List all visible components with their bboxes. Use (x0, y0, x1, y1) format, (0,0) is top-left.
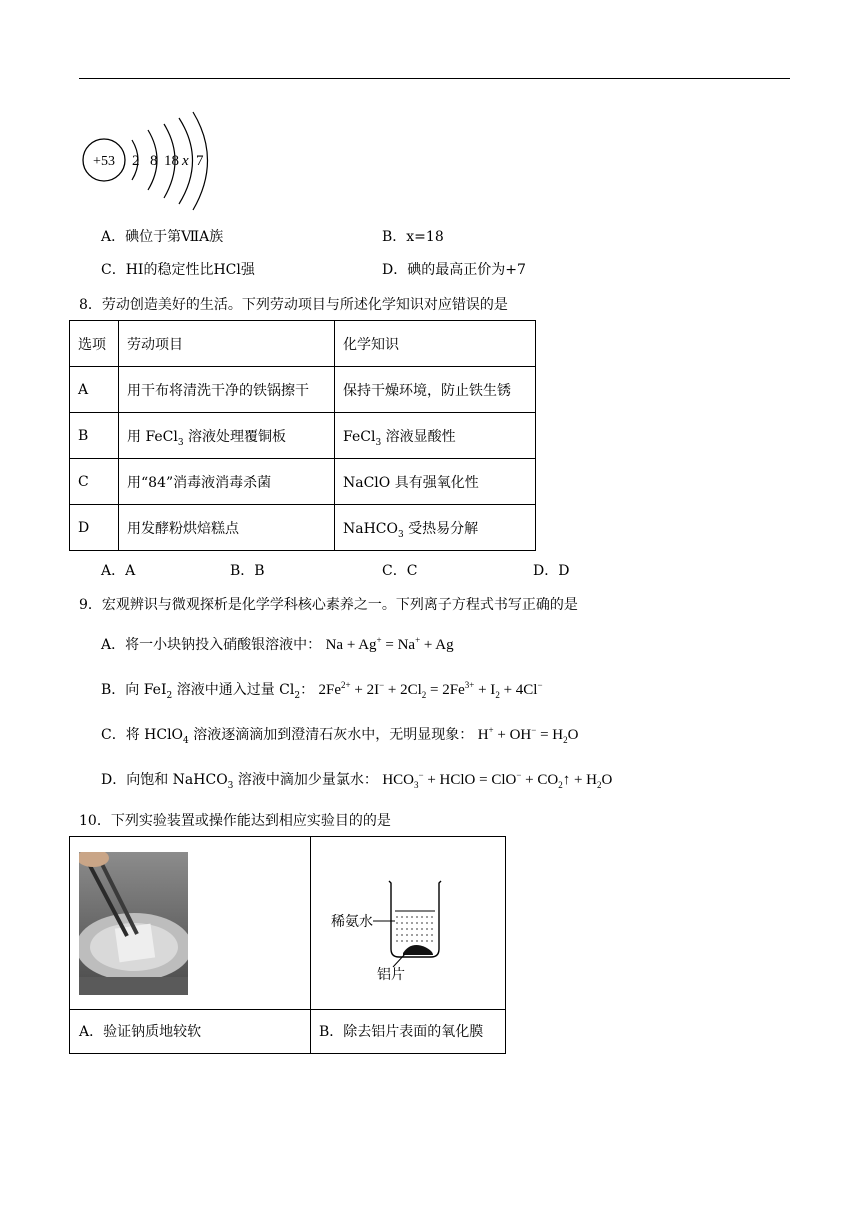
table-header-row (70, 321, 536, 367)
table-cell-option: A (70, 367, 119, 413)
shell-2-count: 8 (150, 153, 158, 169)
table-cell-item: 用 FeCl$_3$ 溶液处理覆铜板 (119, 413, 335, 459)
q9-stem: 9．宏观辨识与微观探析是化学学科核心素养之一。下列离子方程式书写正确的是 (79, 597, 578, 613)
equation-d: $HCO_3^-$ + HClO = $ClO^- + CO_2↑ + H_2O$ (382, 770, 613, 790)
table-cell-knowledge: NaHCO$_3$ 受热易分解 (335, 505, 536, 551)
q8-choice-c[interactable]: C．C (382, 563, 418, 579)
q10-caption-b[interactable]: B．除去铝片表面的氧化膜 (319, 1024, 484, 1040)
equation-b: $2Fe^{2+} + 2I^- + 2Cl_2 = 2Fe^{3+} + I_2 + 4Cl^-$ (318, 680, 543, 700)
table-cell-option: C (70, 459, 119, 505)
table-header-cell: 选项 (70, 321, 119, 367)
table-cell-item: 用“84”消毒液消毒杀菌 (119, 459, 335, 505)
shell-3-count: 18 (164, 153, 179, 169)
header-rule (79, 78, 790, 79)
table-cell-item: 用干布将清洗干净的铁锅擦干 (119, 367, 335, 413)
q8-choice-d[interactable]: D．D (533, 563, 570, 579)
shell-4-count: x (182, 153, 189, 169)
iodine-atom-structure-diagram (78, 108, 218, 212)
table-header-cell: 劳动项目 (119, 321, 335, 367)
equation-c: $H^+ + OH^- = H_2O$ (477, 725, 579, 745)
nucleus-charge: +53 (93, 154, 115, 169)
q10-caption-a[interactable]: A．验证钠质地较软 (79, 1024, 202, 1040)
table-row (70, 367, 536, 413)
q7-option-d[interactable]: D．碘的最高正价为+7 (382, 262, 526, 278)
shell-5-count: 7 (196, 153, 204, 169)
table-row (70, 459, 536, 505)
table-cell-option: D (70, 505, 119, 551)
q9-option-b[interactable]: B．向 FeI$_2$ 溶液中通入过量 $Cl_2$： $2Fe^{2+} + 2I^- + 2Cl_2 = 2Fe^{3+} + I_2 + 4Cl^-$ (101, 680, 543, 701)
equation-a: Na + Ag+ = Na+ + Ag (325, 635, 454, 653)
column-divider (310, 837, 311, 1053)
table-cell-item: 用发酵粉烘焙糕点 (119, 505, 335, 551)
table-row (70, 505, 536, 551)
beaker-diagram (319, 867, 479, 982)
table-row (70, 413, 536, 459)
q8-choice-a[interactable]: A．A (101, 563, 136, 579)
q7-option-a[interactable]: A．碘位于第ⅦA族 (101, 229, 224, 245)
ammonia-label: 稀氨水 (331, 914, 373, 930)
q10-stem: 10．下列实验装置或操作能达到相应实验目的的是 (79, 813, 391, 829)
sodium-cutting-photo (79, 852, 188, 995)
q10-table (69, 836, 506, 1054)
table-header-cell: 化学知识 (335, 321, 536, 367)
table-cell-knowledge: NaClO 具有强氧化性 (335, 459, 536, 505)
table-cell-knowledge: FeCl$_3$ 溶液显酸性 (335, 413, 536, 459)
q7-option-b[interactable]: B．x=18 (382, 229, 444, 245)
shell-1-count: 2 (132, 153, 140, 169)
q7-option-c[interactable]: C．HI的稳定性比HCl强 (101, 262, 255, 278)
row-divider (70, 1009, 505, 1010)
q9-option-c[interactable]: C．将 HClO$_4$ 溶液逐滴滴加到澄清石灰水中，无明显现象： $H^+ + OH^- = H_2O$ (101, 725, 579, 746)
table-cell-knowledge: 保持干燥环境，防止铁生锈 (335, 367, 536, 413)
q8-stem: 8．劳动创造美好的生活。下列劳动项目与所述化学知识对应错误的是 (79, 297, 508, 313)
q9-option-d[interactable]: D．向饱和 NaHCO$_3$ 溶液中滴加少量氯水： $HCO_3^-$ + HClO = $ClO^- + CO_2↑ + H_2O$ (101, 770, 613, 791)
q8-choice-b[interactable]: B．B (230, 563, 265, 579)
table-cell-option: B (70, 413, 119, 459)
q8-table (69, 320, 536, 551)
aluminum-label: 铝片 (377, 967, 405, 982)
q9-option-a[interactable]: A．将一小块钠投入硝酸银溶液中： Na + Ag+ = Na+ + Ag (101, 635, 454, 653)
